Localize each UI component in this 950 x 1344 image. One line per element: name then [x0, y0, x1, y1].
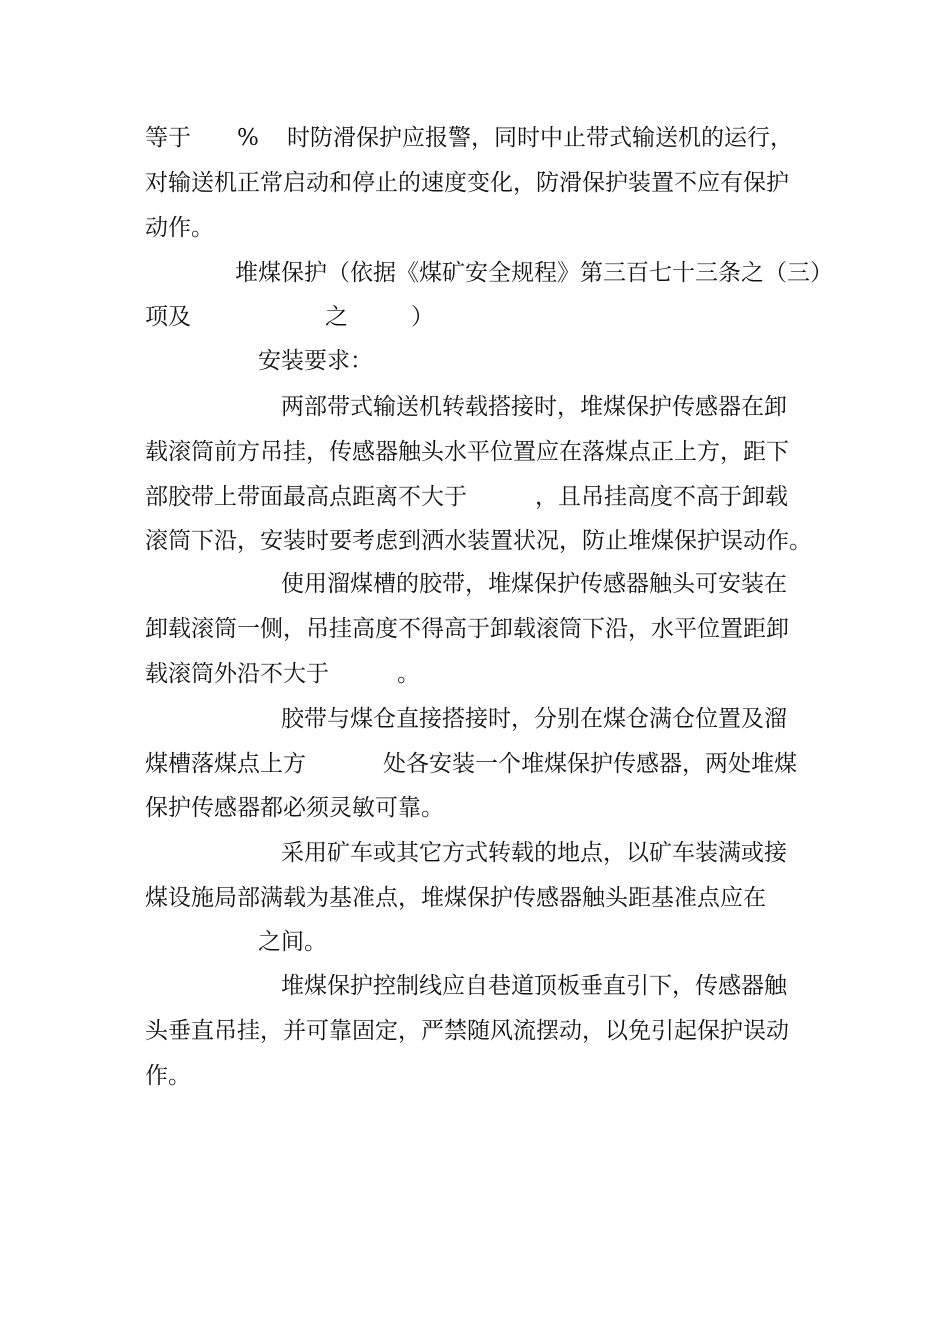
text-fragment: 。: [397, 661, 420, 687]
text-fragment: 对输送机正常启动和停止的速度变化，防滑保护装置不应有保护: [145, 170, 789, 196]
text-fragment: 等于: [145, 125, 191, 151]
text-fragment: ，且吊挂高度不高于卸载: [535, 484, 788, 510]
text-fragment: 处各安装一个堆煤保护传感器，两处堆煤: [383, 751, 797, 777]
text-fragment: 之间。: [258, 929, 327, 955]
text-fragment: 使用溜煤槽的胶带，堆煤保护传感器触头可安装在: [281, 571, 787, 597]
text-fragment: 载滚筒前方吊挂，传感器触头水平位置应在落煤点正上方，距下: [145, 439, 789, 465]
text-fragment: 卸载滚筒一侧，吊挂高度不得高于卸载滚筒下沿，水平位置距卸: [145, 616, 789, 642]
text-fragment: 载滚筒外沿不大于: [145, 661, 329, 687]
text-fragment: 煤设施局部满载为基准点，堆煤保护传感器触头距基准点应在: [145, 885, 766, 911]
text-fragment: 项及: [145, 304, 191, 330]
text-fragment: %: [237, 125, 259, 151]
text-fragment: 滚筒下沿，安装时要考虑到洒水装置状况，防止堆煤保护误动作。: [145, 528, 812, 554]
text-fragment: 部胶带上带面最高点距离不大于: [145, 484, 467, 510]
text-fragment: 保护传感器都必须灵敏可靠。: [145, 795, 444, 821]
text-fragment: 之: [325, 304, 348, 330]
text-fragment: 两部带式输送机转载搭接时，堆煤保护传感器在卸: [281, 394, 787, 420]
subheading-text: 安装要求：: [258, 348, 373, 374]
text-fragment: ）: [411, 304, 434, 330]
heading-text: 堆煤保护（依据《煤矿安全规程》第三百七十三条之（三）: [235, 260, 833, 286]
text-fragment: 煤槽落煤点上方: [145, 751, 306, 777]
text-fragment: 时防滑保护应报警，同时中止带式输送机的运行，: [287, 125, 793, 151]
text-fragment: 采用矿车或其它方式转载的地点，以矿车装满或接: [281, 840, 787, 866]
text-fragment: 头垂直吊挂，并可靠固定，严禁随风流摆动，以免引起保护误动: [145, 1018, 789, 1044]
text-fragment: 作。: [145, 1063, 191, 1089]
text-fragment: 堆煤保护控制线应自巷道顶板垂直引下，传感器触: [281, 973, 787, 999]
text-fragment: 动作。: [145, 215, 214, 241]
text-fragment: 胶带与煤仓直接搭接时，分别在煤仓满仓位置及溜: [281, 706, 787, 732]
